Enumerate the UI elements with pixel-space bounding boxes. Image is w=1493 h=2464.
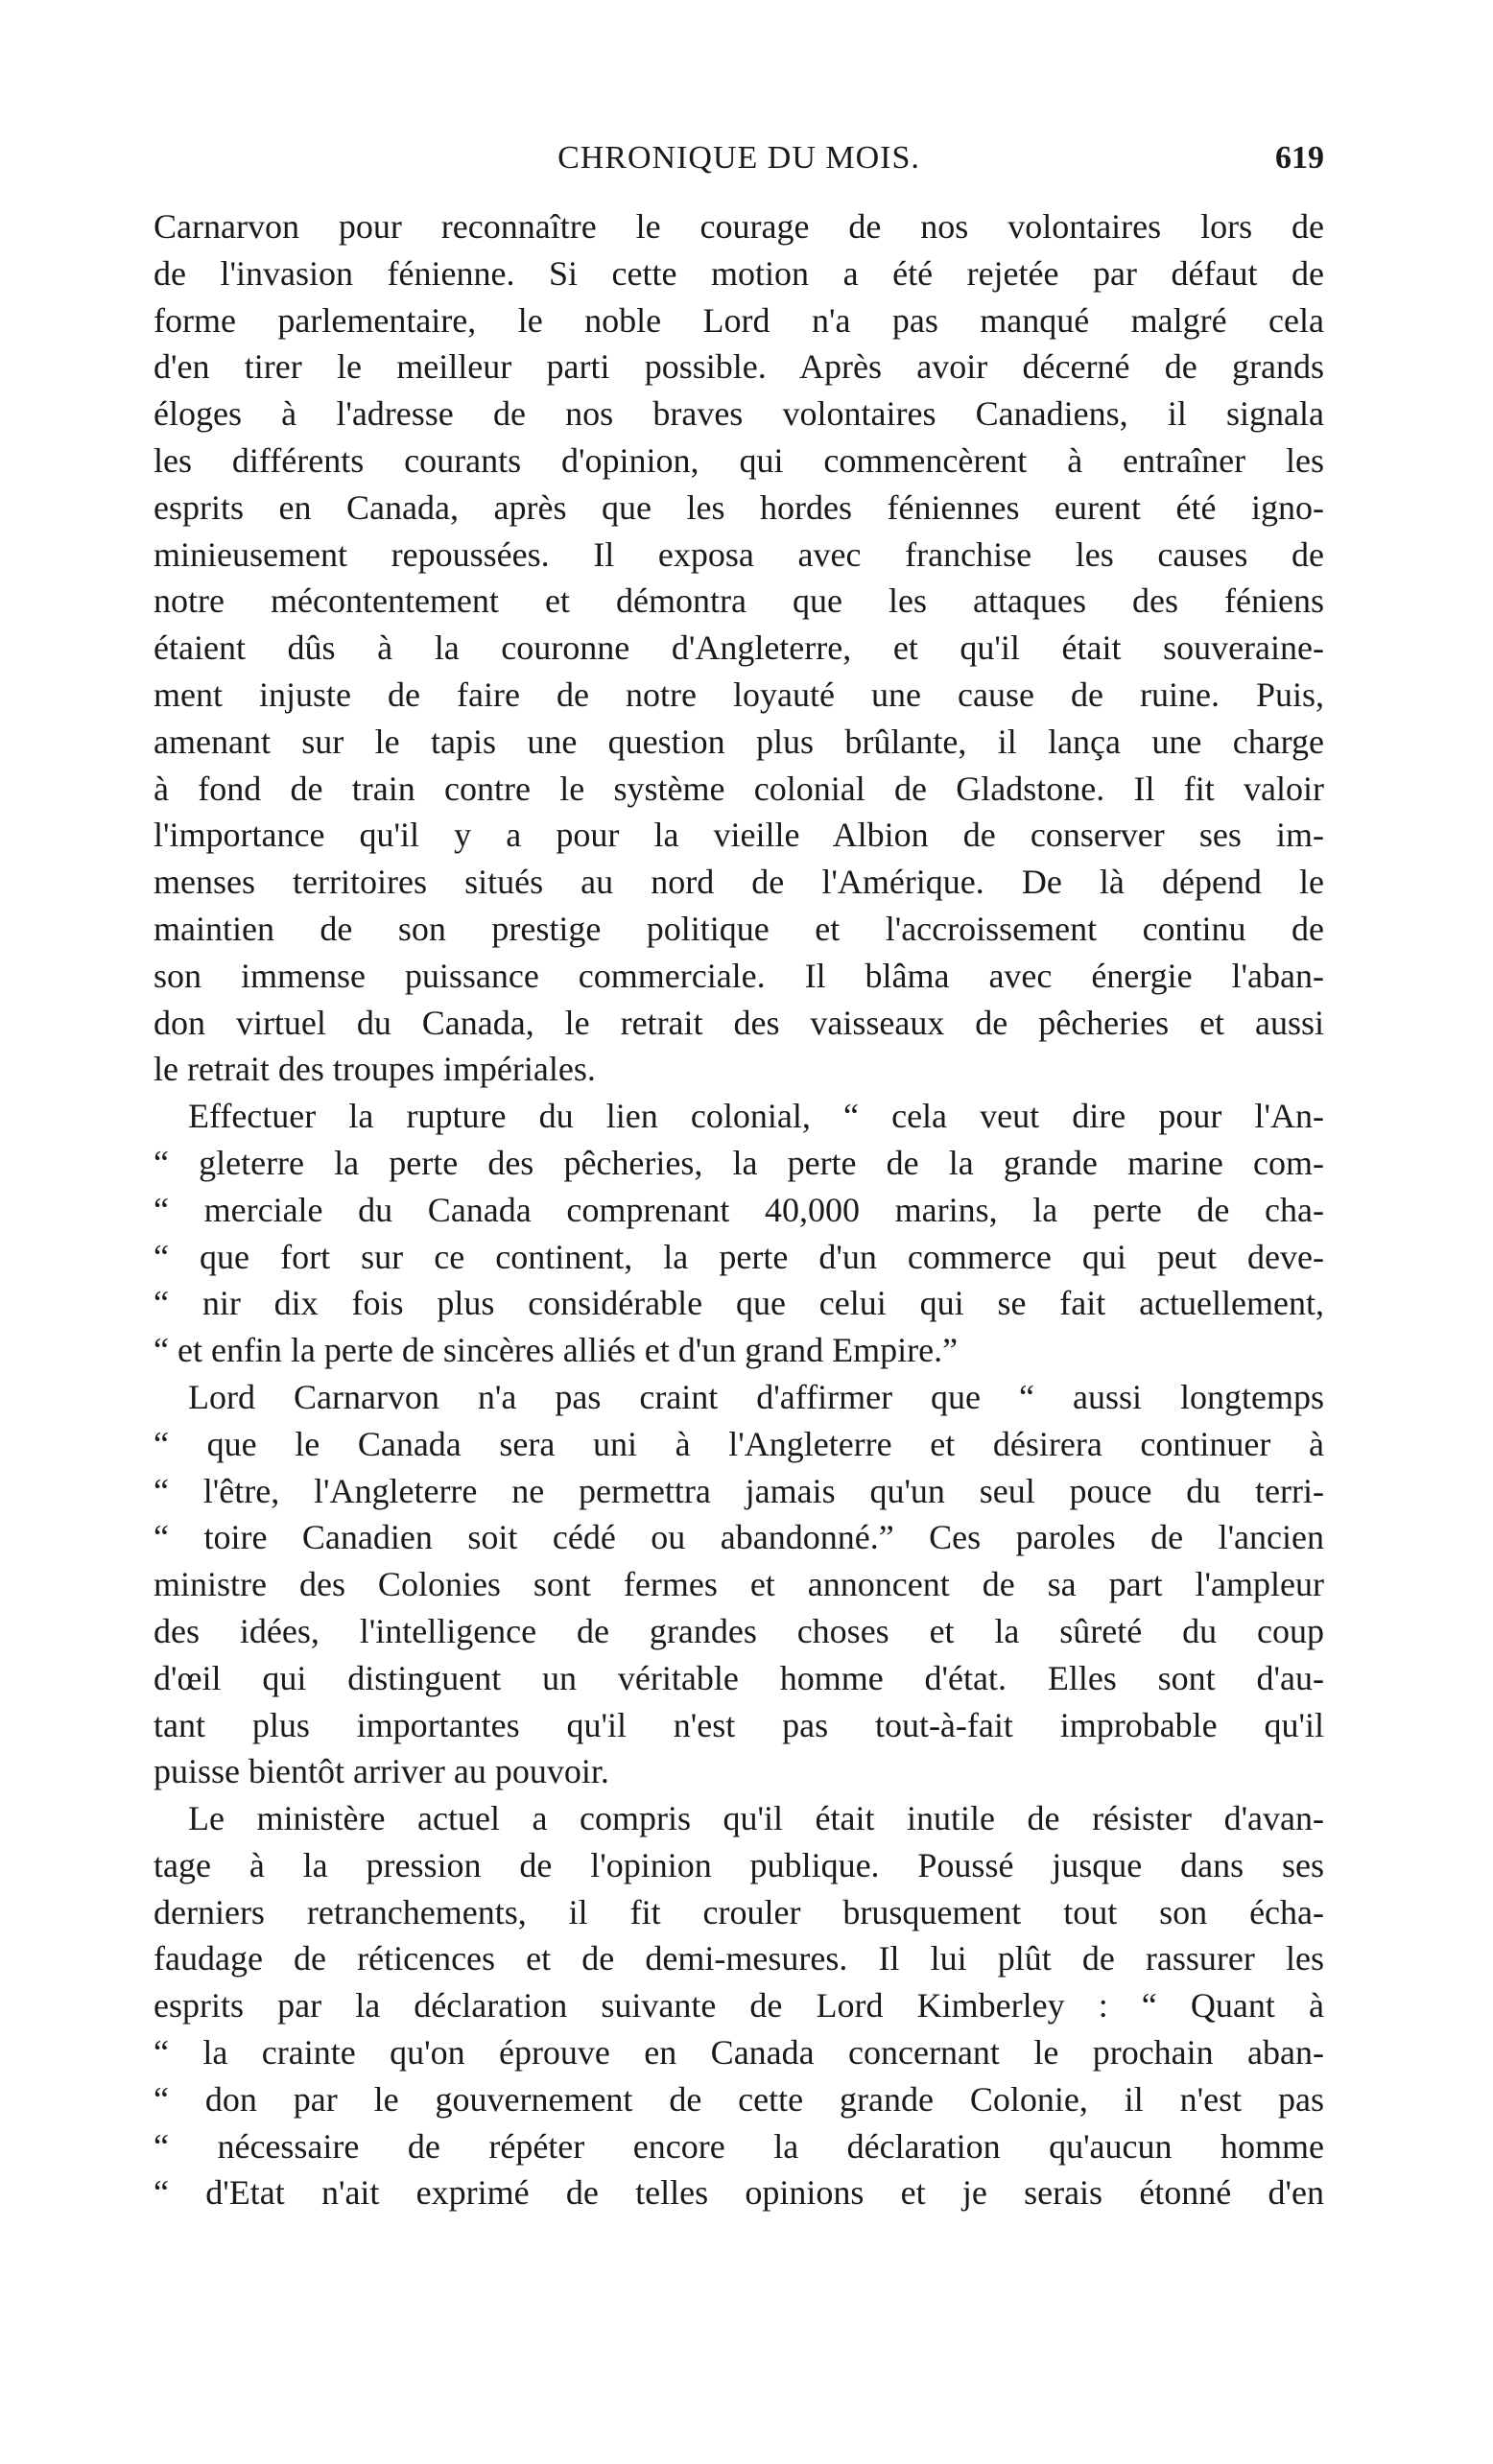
text-line: faudage de réticences et de demi-mesures. Il lui plût de rassurer les	[154, 1939, 1324, 1978]
text-line: “ la crainte qu'on éprouve en Canada concernant le prochain aban-	[154, 2033, 1324, 2073]
text-line: Lord Carnarvon n'a pas craint d'affirmer que “ aussi longtemps	[188, 1377, 1324, 1416]
text-line: “ d'Etat n'ait exprimé de telles opinions et je serais étonné d'en	[154, 2173, 1324, 2213]
text-line: “ don par le gouvernement de cette grande Colonie, il n'est pas	[154, 2079, 1324, 2119]
text-line: amenant sur le tapis une question plus brûlante, il lança une charge	[154, 722, 1324, 761]
text-line: “ nir dix fois plus considérable que celui qui se fait actuellement,	[154, 1284, 1324, 1323]
text-line: menses territoires situés au nord de l'Amérique. De là dépend le	[154, 863, 1324, 902]
text-line: “ que le Canada sera uni à l'Angleterre et désirera continuer à	[154, 1424, 1324, 1463]
text-line: étaient dûs à la couronne d'Angleterre, et qu'il était souveraine-	[154, 628, 1324, 668]
text-line: forme parlementaire, le noble Lord n'a pas manqué malgré cela	[154, 300, 1324, 340]
text-line: “ merciale du Canada comprenant 40,000 marins, la perte de cha-	[154, 1190, 1324, 1229]
text-line: “ et enfin la perte de sincères alliés et d'un grand Empire.”	[154, 1331, 959, 1370]
running-head-title: CHRONIQUE DU MOIS.	[557, 140, 920, 176]
text-line: notre mécontentement et démontra que les attaques des féniens	[154, 581, 1324, 621]
text-line: “ gleterre la perte des pêcheries, la perte de la grande marine com-	[154, 1143, 1324, 1182]
text-line: à fond de train contre le système colonial de Gladstone. Il fit valoir	[154, 769, 1324, 808]
text-line: tage à la pression de l'opinion publique. Poussé jusque dans ses	[154, 1845, 1324, 1884]
text-line: tant plus importantes qu'il n'est pas tout-à-fait improbable qu'il	[154, 1705, 1324, 1744]
text-line: ministre des Colonies sont fermes et annoncent de sa part l'ampleur	[154, 1565, 1324, 1604]
text-line: des idées, l'intelligence de grandes choses et la sûreté du coup	[154, 1611, 1324, 1650]
text-line: l'importance qu'il y a pour la vieille Albion de conserver ses im-	[154, 816, 1324, 855]
text-line: d'œil qui distinguent un véritable homme d'état. Elles sont d'au-	[154, 1658, 1324, 1697]
text-line: esprits en Canada, après que les hordes féniennes eurent été igno-	[154, 487, 1324, 527]
text-line: Le ministère actuel a compris qu'il était inutile de résister d'avan-	[188, 1799, 1324, 1838]
text-line: maintien de son prestige politique et l'accroissement continu de	[154, 909, 1324, 948]
running-head	[154, 140, 1324, 188]
text-line: “ nécessaire de répéter encore la déclaration qu'aucun homme	[154, 2126, 1324, 2166]
text-line: de l'invasion fénienne. Si cette motion a été rejetée par défaut de	[154, 253, 1324, 293]
text-line: derniers retranchements, il fit crouler brusquement tout son écha-	[154, 1892, 1324, 1931]
text-line: “ que fort sur ce continent, la perte d'un commerce qui peut deve-	[154, 1237, 1324, 1276]
text-line: d'en tirer le meilleur parti possible. Après avoir décerné de grands	[154, 347, 1324, 387]
text-line: Effectuer la rupture du lien colonial, “ cela veut dire pour l'An-	[188, 1097, 1324, 1136]
text-line: éloges à l'adresse de nos braves volontaires Canadiens, il signala	[154, 394, 1324, 434]
text-line: ment injuste de faire de notre loyauté une cause de ruine. Puis,	[154, 675, 1324, 714]
page-number: 619	[1275, 140, 1324, 176]
body-text	[154, 203, 1324, 2216]
text-line: les différents courants d'opinion, qui commencèrent à entraîner les	[154, 440, 1324, 480]
text-line: don virtuel du Canada, le retrait des vaisseaux de pêcheries et aussi	[154, 1003, 1324, 1042]
text-line: esprits par la déclaration suivante de Lord Kimberley : “ Quant à	[154, 1986, 1324, 2026]
text-line: Carnarvon pour reconnaître le courage de nos volontaires lors de	[154, 207, 1324, 246]
text-line: “ l'être, l'Angleterre ne permettra jamais qu'un seul pouce du terri-	[154, 1471, 1324, 1510]
text-line: le retrait des troupes impériales.	[154, 1050, 596, 1089]
text-line: minieusement repoussées. Il exposa avec franchise les causes de	[154, 534, 1324, 574]
text-line: son immense puissance commerciale. Il blâma avec énergie l'aban-	[154, 956, 1324, 995]
text-line: puisse bientôt arriver au pouvoir.	[154, 1752, 609, 1791]
text-line: “ toire Canadien soit cédé ou abandonné.” Ces paroles de l'ancien	[154, 1518, 1324, 1557]
